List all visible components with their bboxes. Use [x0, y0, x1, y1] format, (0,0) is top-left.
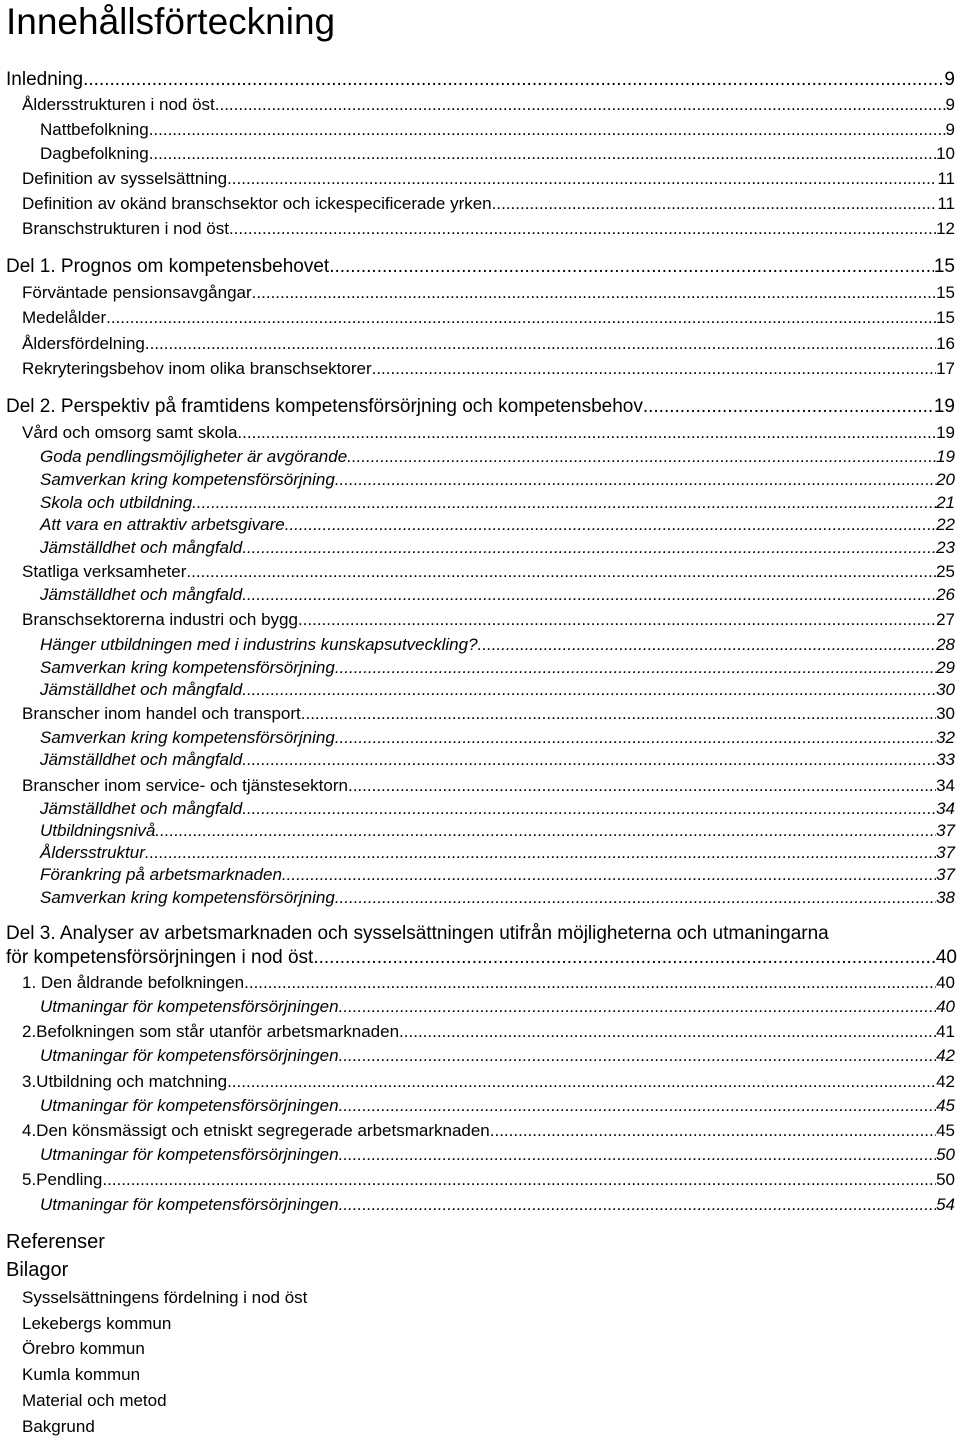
toc-entry-label: Utmaningar för kompetensförsörjningen — [40, 997, 339, 1016]
dot-leader — [145, 333, 936, 354]
toc-entry-label: Inledning — [6, 69, 84, 90]
dot-leader — [192, 492, 936, 513]
appendix-item[interactable]: Bakgrund — [22, 1417, 95, 1436]
toc-entry[interactable] — [22, 561, 955, 582]
appendix-item[interactable]: Lekebergs kommun — [22, 1314, 172, 1333]
toc-entry-page: 34 — [936, 799, 955, 818]
dot-leader — [252, 282, 936, 303]
toc-entry-label: Skola och utbildning — [40, 493, 193, 512]
dot-leader — [348, 775, 936, 796]
toc-entry[interactable] — [6, 922, 957, 970]
toc-entry-label: Dagbefolkning — [40, 144, 149, 163]
toc-entry[interactable] — [22, 775, 955, 796]
dot-leader — [339, 1045, 936, 1066]
toc-entry-page: 42 — [936, 1046, 955, 1065]
toc-entry-label: Förankring på arbetsmarknaden — [40, 865, 282, 884]
toc-entry-page: 26 — [936, 585, 955, 604]
toc-entry[interactable] — [22, 358, 955, 379]
toc-entry[interactable] — [40, 864, 955, 885]
toc-entry[interactable] — [40, 727, 955, 748]
toc-entry[interactable] — [22, 1120, 955, 1141]
toc-entry-page: 19 — [936, 423, 955, 442]
toc-entry-label: Branscher inom handel och transport — [22, 704, 301, 723]
toc-entry[interactable] — [22, 1021, 955, 1042]
toc-entry-label: Förväntade pensionsavgångar — [22, 283, 252, 302]
toc-entry[interactable] — [6, 255, 955, 278]
toc-entry-page: 40 — [936, 997, 955, 1016]
dot-leader — [242, 749, 936, 770]
toc-entry[interactable] — [22, 972, 955, 993]
dot-leader — [329, 255, 934, 278]
toc-entry-page: 16 — [936, 334, 955, 353]
toc-entry-label: Hänger utbildningen med i industrins kunskapsutveckling? — [40, 635, 478, 654]
toc-entry-label: Jämställdhet och mångfald — [40, 680, 243, 699]
dot-leader — [242, 798, 936, 819]
toc-entry[interactable] — [40, 119, 955, 140]
toc-entry-label: 2.Befolkningen som står utanför arbetsmarknaden — [22, 1022, 400, 1041]
dot-leader — [242, 584, 936, 605]
dot-leader — [490, 1120, 936, 1141]
dot-leader — [229, 218, 936, 239]
toc-entry[interactable] — [22, 1169, 955, 1190]
toc-entry-page: 37 — [936, 821, 955, 840]
toc-entry-label: Åldersstruktur — [40, 843, 145, 862]
toc-entry-label: Åldersfördelning — [22, 334, 145, 353]
dot-leader — [339, 996, 936, 1017]
toc-entry[interactable] — [40, 820, 955, 841]
dot-leader — [492, 193, 938, 214]
toc-entry-label: Utmaningar för kompetensförsörjningen — [40, 1096, 339, 1115]
toc-entry-label: Del 3. Analyser av arbetsmarknaden och sysselsättningen utifrån möjligheterna och utmaningarna — [6, 923, 829, 944]
toc-entry-label: för kompetensförsörjningen i nod öst — [6, 947, 314, 968]
toc-entry-label: Del 2. Perspektiv på framtidens kompetensförsörjning och kompetensbehov — [6, 396, 643, 417]
toc-entry-label: Utbildningsnivå — [40, 821, 156, 840]
toc-entry-label: Medelålder — [22, 308, 107, 327]
toc-entry-label: Utmaningar för kompetensförsörjningen — [40, 1046, 339, 1065]
toc-entry-page: 33 — [936, 750, 955, 769]
toc-entry-label: Goda pendlingsmöjligheter är avgörande — [40, 447, 348, 466]
dot-leader — [155, 820, 936, 841]
toc-entry-label: 1. Den åldrande befolkningen — [22, 973, 245, 992]
dot-leader — [643, 395, 934, 418]
dot-leader — [339, 1194, 936, 1215]
dot-leader — [313, 946, 936, 970]
toc-entry-label: Att vara en attraktiv arbetsgivare — [40, 515, 285, 534]
toc-entry[interactable] — [40, 657, 955, 678]
dot-leader — [335, 727, 936, 748]
toc-entry-label: Åldersstrukturen i nod öst. — [22, 95, 220, 114]
page-title: Innehållsförteckning — [6, 1, 336, 42]
toc-entry-page: 9 — [945, 120, 955, 139]
toc-entry-page: 45 — [936, 1096, 955, 1115]
toc-entry[interactable] — [40, 1045, 955, 1066]
toc-entry-page: 15 — [933, 256, 955, 277]
dot-leader — [285, 514, 936, 535]
dot-leader — [149, 119, 946, 140]
dot-leader — [227, 168, 937, 189]
toc-entry-label: Del 1. Prognos om kompetensbehovet — [6, 256, 330, 277]
toc-entry-label: Samverkan kring kompetensförsörjning — [40, 888, 335, 907]
dot-leader — [282, 864, 936, 885]
toc-entry-page: 15 — [936, 308, 955, 327]
toc-entry-page: 40 — [936, 973, 955, 992]
toc-entry-label: Branschsektorerna industri och bygg — [22, 610, 298, 629]
appendix-item[interactable]: Material och metod — [22, 1391, 167, 1410]
dot-leader — [347, 446, 936, 467]
toc-entry-label: 4.Den könsmässigt och etniskt segregerade arbetsmarknaden — [22, 1121, 490, 1140]
dot-leader — [242, 537, 936, 558]
toc-entry-label: Jämställdhet och mångfald — [40, 799, 243, 818]
toc-entry-label: Jämställdhet och mångfald — [40, 750, 243, 769]
dot-leader — [335, 469, 936, 490]
dot-leader — [102, 1169, 936, 1190]
toc-entry[interactable] — [22, 609, 955, 630]
toc-entry-label: Definition av sysselsättning — [22, 169, 228, 188]
toc-entry-page: 50 — [936, 1145, 955, 1164]
toc-entry[interactable] — [6, 395, 955, 418]
toc-entry-label: Jämställdhet och mångfald — [40, 585, 243, 604]
toc-entry-page: 40 — [935, 947, 957, 968]
section-heading: Referenser — [6, 1231, 105, 1253]
appendix-item[interactable]: Kumla kommun — [22, 1365, 141, 1384]
toc-entry-label: Vård och omsorg samt skola — [22, 423, 238, 442]
toc-entry[interactable] — [40, 446, 955, 467]
dot-leader — [244, 972, 936, 993]
toc-entry[interactable] — [40, 1144, 955, 1165]
toc-entry[interactable] — [40, 1194, 955, 1215]
toc-entry-page: 9 — [944, 69, 955, 90]
dot-leader — [145, 842, 936, 863]
toc-entry[interactable] — [6, 68, 955, 91]
toc-entry-label: Samverkan kring kompetensförsörjning — [40, 728, 335, 747]
toc-entry-label: Jämställdhet och mångfald — [40, 538, 243, 557]
toc-entry-page: 34 — [936, 776, 955, 795]
toc-entry[interactable] — [22, 703, 955, 724]
toc-entry-page: 41 — [936, 1022, 955, 1041]
toc-entry-page: 37 — [936, 843, 955, 862]
toc-entry-label: Samverkan kring kompetensförsörjning — [40, 470, 335, 489]
dot-leader — [339, 1144, 936, 1165]
dot-leader — [242, 679, 936, 700]
toc-entry-page: 22 — [936, 515, 955, 534]
dot-leader — [372, 358, 936, 379]
toc-entry-page: 50 — [936, 1170, 955, 1189]
toc-entry-label: Nattbefolkning — [40, 120, 149, 139]
dot-leader — [149, 143, 936, 164]
toc-entry-page: 10 — [936, 144, 955, 163]
toc-entry[interactable] — [22, 94, 955, 115]
dot-leader — [339, 1095, 936, 1116]
toc-entry[interactable] — [40, 634, 955, 655]
toc-entry[interactable] — [22, 218, 955, 239]
toc-entry-label: 3.Utbildning och matchning — [22, 1072, 228, 1091]
dot-leader — [298, 609, 936, 630]
toc-entry-page: 28 — [936, 635, 955, 654]
toc-entry-page: 20 — [936, 470, 955, 489]
toc-entry-page: 37 — [936, 865, 955, 884]
toc-entry-page: 25 — [936, 562, 955, 581]
dot-leader — [186, 561, 936, 582]
dot-leader — [301, 703, 936, 724]
toc-entry[interactable] — [40, 679, 955, 700]
appendix-item[interactable]: Örebro kommun — [22, 1339, 145, 1358]
toc-entry-page: 29 — [936, 658, 955, 677]
toc-entry-page: 19 — [936, 447, 955, 466]
toc-entry-page: 38 — [936, 888, 955, 907]
toc-entry-page: 11 — [937, 169, 955, 188]
toc-entry-label: 5.Pendling — [22, 1170, 103, 1189]
toc-entry[interactable] — [40, 469, 955, 490]
toc-entry-page: 54 — [936, 1195, 955, 1214]
toc-entry[interactable] — [40, 492, 955, 513]
toc-entry[interactable] — [22, 333, 955, 354]
toc-entry-page: 27 — [936, 610, 955, 629]
toc-entry-label: Utmaningar för kompetensförsörjningen — [40, 1195, 339, 1214]
toc-entry-label: Branschstrukturen i nod öst — [22, 219, 229, 238]
toc-entry[interactable] — [40, 798, 955, 819]
toc-entry-page: 15 — [936, 283, 955, 302]
toc-entry[interactable] — [40, 143, 955, 164]
toc-entry[interactable] — [22, 193, 955, 214]
toc-entry-page: 30 — [936, 704, 955, 723]
toc-entry[interactable] — [40, 1095, 955, 1116]
toc-entry-page: 32 — [936, 728, 955, 747]
appendix-item[interactable]: Sysselsättningens fördelning i nod öst — [22, 1288, 308, 1307]
toc-entry[interactable] — [40, 537, 955, 558]
toc-entry[interactable] — [40, 996, 955, 1017]
toc-entry[interactable] — [22, 1071, 955, 1092]
dot-leader — [219, 94, 945, 115]
toc-entry[interactable] — [40, 584, 955, 605]
dot-leader — [237, 422, 936, 443]
toc-entry[interactable] — [22, 282, 955, 303]
toc-entry-page: 12 — [936, 219, 955, 238]
toc-entry-label: Branscher inom service- och tjänstesektorn — [22, 776, 348, 795]
toc-entry[interactable] — [40, 749, 955, 770]
toc-entry-page: 42 — [936, 1072, 955, 1091]
toc-entry-label: Rekryteringsbehov inom olika branschsektorer — [22, 359, 372, 378]
toc-entry-page: 11 — [937, 194, 955, 213]
toc-entry[interactable] — [40, 514, 955, 535]
dot-leader — [335, 657, 936, 678]
toc-entry-page: 17 — [936, 359, 955, 378]
toc-entry-page: 9 — [945, 95, 955, 114]
toc-entry-label: Utmaningar för kompetensförsörjningen — [40, 1145, 339, 1164]
toc-entry-label: Statliga verksamheter — [22, 562, 187, 581]
toc-entry-page: 45 — [936, 1121, 955, 1140]
dot-leader — [399, 1021, 936, 1042]
toc-entry[interactable] — [22, 422, 955, 443]
section-heading: Bilagor — [6, 1259, 69, 1281]
dot-leader — [335, 887, 936, 908]
toc-entry-page: 30 — [936, 680, 955, 699]
toc-entry[interactable] — [40, 887, 955, 908]
toc-entry-label: Definition av okänd branschsektor och ickespecificerade yrken — [22, 194, 492, 213]
toc-entry-label: Samverkan kring kompetensförsörjning — [40, 658, 335, 677]
dot-leader — [227, 1071, 936, 1092]
toc-entry-page: 19 — [933, 396, 955, 417]
dot-leader — [83, 68, 944, 91]
toc-entry[interactable] — [22, 307, 955, 328]
toc-entry-page: 21 — [936, 493, 955, 512]
dot-leader — [478, 634, 937, 655]
dot-leader — [106, 307, 936, 328]
toc-entry-page: 23 — [936, 538, 955, 557]
toc-entry[interactable] — [22, 168, 955, 189]
toc-entry[interactable] — [40, 842, 955, 863]
